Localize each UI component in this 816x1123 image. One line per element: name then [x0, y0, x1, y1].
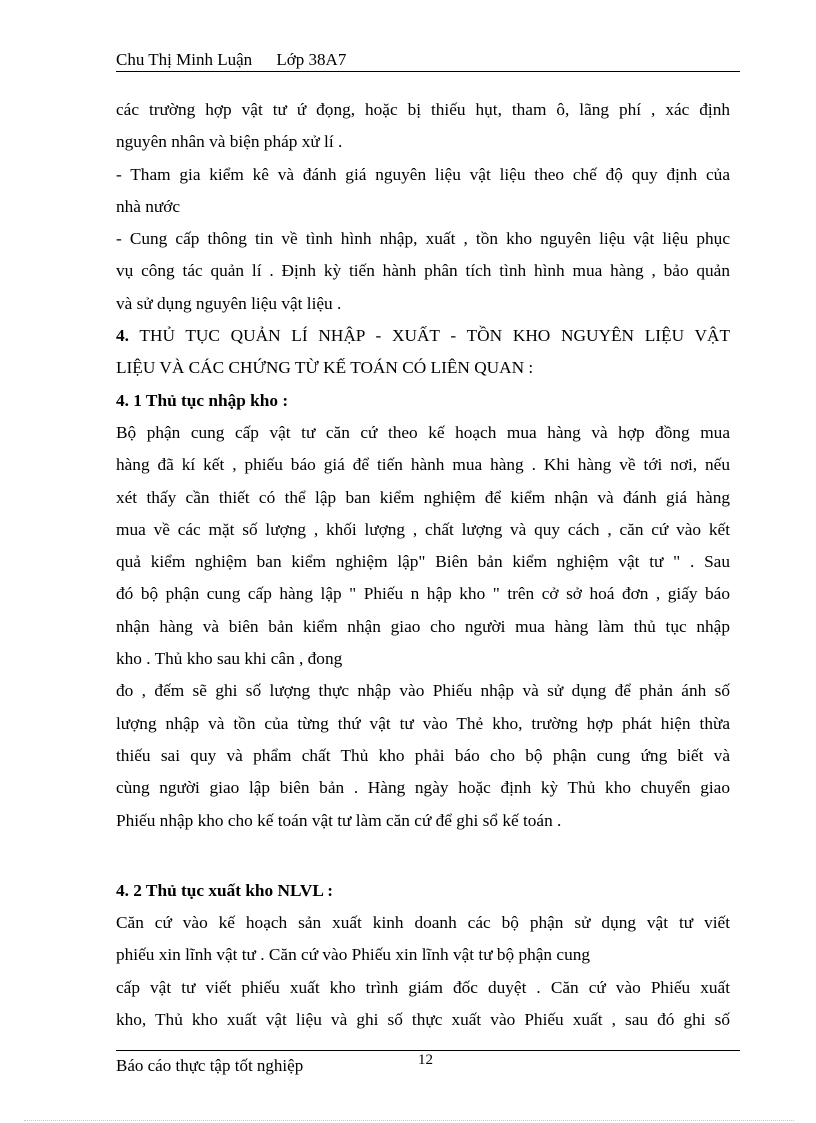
- text-line: và sử dụng nguyên liệu vật liệu .: [116, 293, 342, 313]
- text-line: đó bộ phận cung cấp hàng lập " Phiếu n hập kho " trên cở sở hoá đơn , giấy báo: [116, 584, 730, 604]
- page-edge-divider: [24, 1120, 794, 1121]
- header-author: Chu Thị Minh Luận: [116, 50, 253, 69]
- section-heading-4: [116, 320, 730, 352]
- page-header: [116, 50, 346, 70]
- text-line: vụ công tác quản lí . Định kỳ tiến hành phân tích tình hình mua hàng , bảo quản: [116, 261, 730, 281]
- header-rule: [116, 71, 740, 72]
- subsection-heading-4-2: 4. 2 Thủ tục xuất kho NLVL :: [116, 880, 334, 900]
- text-line: nhà nước: [116, 196, 181, 216]
- section-number: 4.: [116, 326, 129, 346]
- text-line: đo , đếm sẽ ghi số lượng thực nhập vào Phiếu nhập và sử dụng để phản ánh số: [116, 681, 730, 701]
- text-line: mua về các mặt số lượng , khối lượng , chất lượng và quy cách , căn cứ vào kết: [116, 519, 730, 539]
- section-title-line-1: THỦ TỤC QUẢN LÍ NHẬP - XUẤT - TỒN KHO NGUYÊN LIỆU VẬT: [139, 326, 731, 346]
- text-line: nhận hàng và biên bản kiểm nhận giao cho người mua hàng làm thủ tục nhập: [116, 616, 730, 636]
- page-number: 12: [418, 1052, 433, 1068]
- text-line: các trường hợp vật tư ứ đọng, hoặc bị thiếu hụt, tham ô, lãng phí , xác định: [116, 100, 730, 119]
- header-class: Lớp 38A7: [276, 50, 347, 69]
- footer-rule: [116, 1050, 740, 1051]
- subsection-heading-4-1: 4. 1 Thủ tục nhập kho :: [116, 390, 289, 410]
- text-line: Phiếu nhập kho cho kế toán vật tư làm căn cứ để ghi sổ kế toán .: [116, 810, 562, 830]
- text-line: cấp vật tư viết phiếu xuất kho trình giám đốc duyệt . Căn cứ vào Phiếu xuất: [116, 977, 730, 997]
- text-line: Bộ phận cung cấp vật tư căn cứ theo kế hoạch mua hàng và hợp đồng mua: [116, 422, 730, 442]
- text-line: quả kiểm nghiệm ban kiểm nghiệm lập" Biên bản kiểm nghiệm vật tư " . Sau: [116, 552, 730, 572]
- text-line: - Cung cấp thông tin về tình hình nhập, xuất , tồn kho nguyên liệu vật liệu phục: [116, 229, 730, 249]
- text-line: nguyên nhân và biện pháp xử lí .: [116, 132, 343, 152]
- text-line: - Tham gia kiểm kê và đánh giá nguyên liệu vật liệu theo chế độ quy định của: [116, 164, 730, 184]
- footer-title: Báo cáo thực tập tốt nghiệp: [116, 1056, 304, 1075]
- text-line: thiếu sai quy và phẩm chất Thủ kho phải báo cho bộ phận cung ứng biết và: [116, 745, 730, 765]
- text-line: cùng người giao lập biên bản . Hàng ngày hoặc định kỳ Thủ kho chuyển giao: [116, 778, 730, 798]
- document-body: [116, 94, 730, 1036]
- text-line: Căn cứ vào kế hoạch sản xuất kinh doanh các bộ phận sử dụng vật tư viết: [116, 913, 730, 933]
- text-line: kho . Thủ kho sau khi cân , đong: [116, 649, 343, 669]
- text-line: kho, Thủ kho xuất vật liệu và ghi số thực xuất vào Phiếu xuất , sau đó ghi số: [116, 1010, 730, 1030]
- text-line: lượng nhập và tồn của từng thứ vật tư vào Thẻ kho, trường hợp phát hiện thừa: [116, 713, 730, 733]
- paragraph-gap: [116, 837, 730, 875]
- text-line: hàng đã kí kết , phiếu báo giá để tiến hành mua hàng . Khi hàng về tới nơi, nếu: [116, 455, 730, 475]
- text-line: phiếu xin lĩnh vật tư . Căn cứ vào Phiếu xin lĩnh vật tư bộ phận cung: [116, 945, 590, 965]
- text-line: xét thấy cần thiết có thể lập ban kiểm nghiệm để kiểm nhận và đánh giá hàng: [116, 487, 730, 507]
- section-title-line-2: LIỆU VÀ CÁC CHỨNG TỪ KẾ TOÁN CÓ LIÊN QUAN :: [116, 358, 534, 378]
